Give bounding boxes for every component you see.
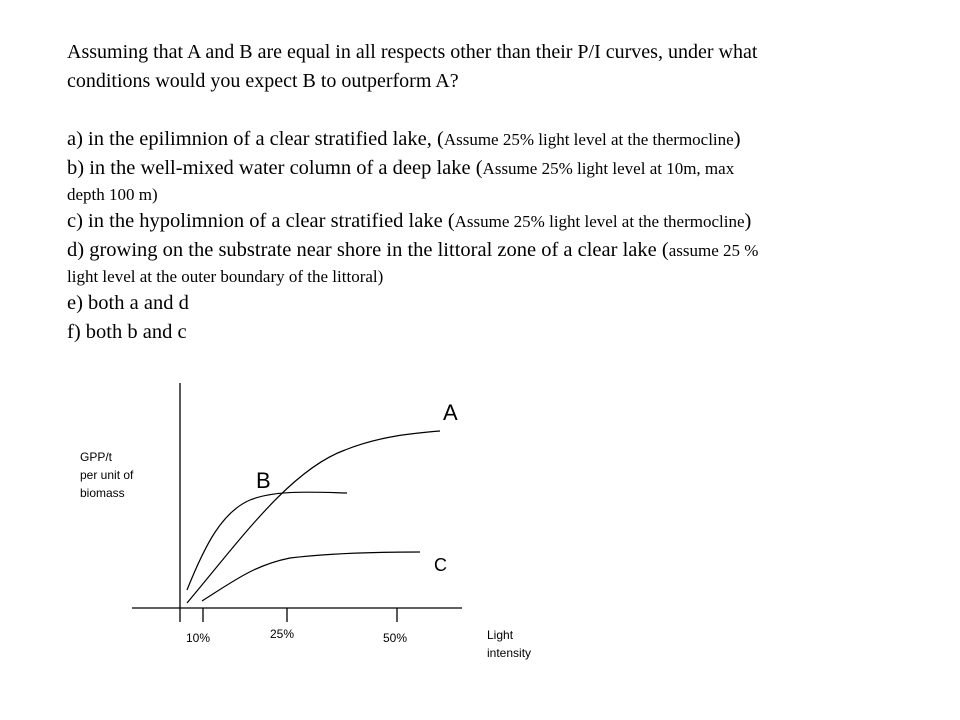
curve-a-label: A [443, 400, 458, 425]
option-c-close: ) [744, 210, 752, 232]
option-b-note: Assume 25% light level at 10m, max [482, 159, 735, 178]
tick-label-25: 25% [270, 627, 295, 641]
option-d-note-line-2: light level at the outer boundary of the littoral) [67, 267, 384, 286]
y-axis-label-line-3: biomass [80, 486, 125, 500]
option-d-note: assume 25 % [668, 241, 759, 260]
option-e: e) both a and d [67, 292, 189, 314]
option-b-note-line-2: depth 100 m) [67, 185, 158, 204]
option-a-close: ) [733, 128, 741, 150]
tick-label-50: 50% [383, 631, 408, 645]
option-a-text: a) in the epilimnion of a clear stratified lake, ( [67, 128, 444, 150]
option-d-text: d) growing on the substrate near shore in the littoral zone of a clear lake ( [67, 239, 669, 261]
option-f: f) both b and c [67, 321, 187, 343]
option-c-text: c) in the hypolimnion of a clear stratified lake ( [67, 210, 455, 232]
question-intro-line-2: conditions would you expect B to outperform A? [67, 70, 459, 92]
curve-c-label: C [434, 555, 447, 575]
y-axis-label-line-2: per unit of [80, 468, 134, 482]
curve-b-label: B [256, 468, 271, 493]
option-b-text: b) in the well-mixed water column of a deep lake ( [67, 157, 483, 179]
question-intro-line-1: Assuming that A and B are equal in all respects other than their P/I curves, under what [67, 41, 758, 63]
curve-a [187, 431, 440, 603]
curve-b [187, 492, 347, 590]
option-c-note: Assume 25% light level at the thermocline [454, 212, 745, 231]
x-axis-label-line-1: Light [487, 628, 514, 642]
x-axis-label-line-2: intensity [487, 646, 532, 660]
tick-label-10: 10% [186, 631, 211, 645]
curve-c [202, 552, 420, 601]
option-a-note: Assume 25% light level at the thermocline [443, 130, 734, 149]
y-axis-label-line-1: GPP/t [80, 450, 113, 464]
